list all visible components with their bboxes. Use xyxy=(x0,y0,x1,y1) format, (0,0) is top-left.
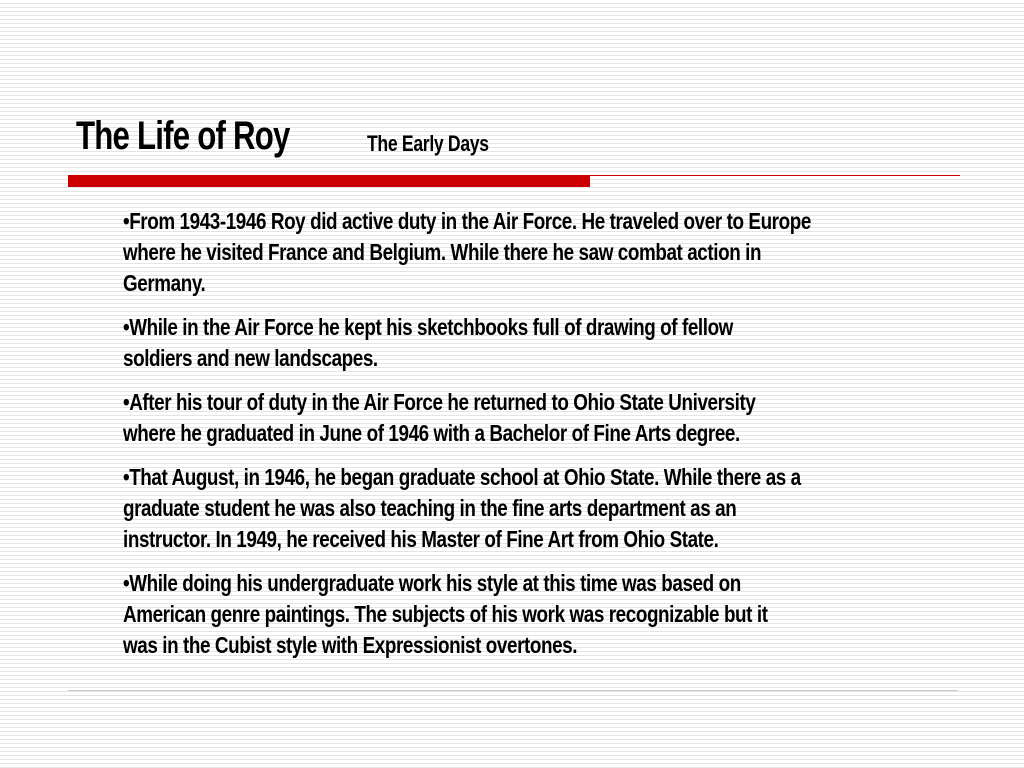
title-accent-bar xyxy=(68,175,590,187)
bullet-item xyxy=(123,568,943,661)
slide-title: The Life of Roy xyxy=(76,114,290,158)
bullet-line: •After his tour of duty in the Air Force he returned to Ohio State University xyxy=(123,389,756,415)
title-row xyxy=(76,112,350,168)
title-divider-line xyxy=(590,175,960,176)
bullet-line: was in the Cubist style with Expressionist overtones. xyxy=(123,632,578,658)
bullet-line: instructor. In 1949, he received his Master of Fine Art from Ohio State. xyxy=(123,526,719,552)
bullet-line: •While in the Air Force he kept his sketchbooks full of drawing of fellow xyxy=(123,314,733,340)
slide-subtitle: The Early Days xyxy=(367,131,489,156)
bullet-line: American genre paintings. The subjects of his work was recognizable but it xyxy=(123,601,768,627)
bullet-line: soldiers and new landscapes. xyxy=(123,345,378,371)
footer-divider-line xyxy=(68,690,958,691)
bullet-line: •From 1943-1946 Roy did active duty in the Air Force. He traveled over to Europe xyxy=(123,208,811,234)
bullet-line: •While doing his undergraduate work his style at this time was based on xyxy=(123,570,741,596)
bullet-line: where he visited France and Belgium. While there he saw combat action in xyxy=(123,239,762,265)
bullet-line: Germany. xyxy=(123,270,206,296)
bullet-item xyxy=(123,462,943,555)
bullet-item xyxy=(123,206,943,299)
bullet-item xyxy=(123,312,943,374)
bullet-line: where he graduated in June of 1946 with a Bachelor of Fine Arts degree. xyxy=(123,420,740,446)
bullet-list xyxy=(123,206,1024,674)
bullet-line: graduate student he was also teaching in the fine arts department as an xyxy=(123,495,737,521)
bullet-item xyxy=(123,387,943,449)
bullet-line: •That August, in 1946, he began graduate school at Ohio State. While there as a xyxy=(123,464,801,490)
